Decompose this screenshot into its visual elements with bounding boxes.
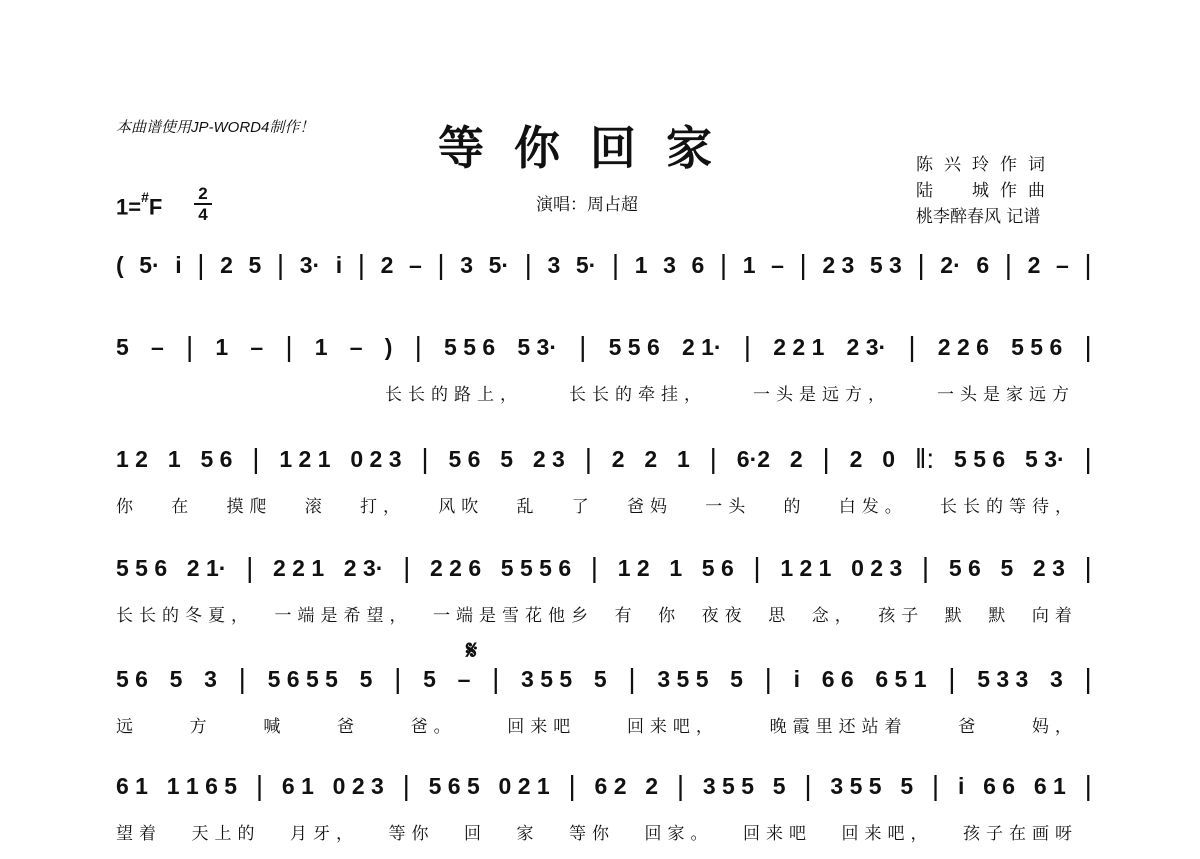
note-group: 2 xyxy=(220,251,233,278)
note-group: 5 5 6 xyxy=(116,554,168,581)
note-group: 2 xyxy=(645,772,659,799)
lyric-word: 念， xyxy=(811,606,858,626)
lyrics-row xyxy=(116,712,1078,737)
lyric-word: 爸妈 xyxy=(627,497,673,517)
lyric-word: 一头 xyxy=(705,497,752,517)
lyric-word: 回家。 xyxy=(644,824,714,844)
note-group: 1 2 xyxy=(116,445,148,472)
lyric-word: 长长的路上， xyxy=(385,385,523,405)
lyrics-row xyxy=(116,601,1078,626)
note-group: 1 xyxy=(215,333,229,360)
note-group: 6·2 xyxy=(736,445,771,472)
note-group: 1 xyxy=(167,445,181,472)
note-group: 2 2 1 xyxy=(773,333,825,360)
lyric-word: 家 xyxy=(516,824,540,844)
bar-line: | xyxy=(568,770,576,801)
note-group: 5 6 xyxy=(200,445,233,472)
singer-credit: 演唱：周占超 xyxy=(536,195,638,215)
note-group: 5 5 5 6 xyxy=(500,554,572,581)
lyric-word: 的 xyxy=(783,497,807,517)
lyric-word: 在 xyxy=(171,497,195,517)
bar-line: | xyxy=(1084,249,1092,280)
notation-row xyxy=(116,769,1092,803)
lyric-word: 滚 xyxy=(304,497,328,517)
note-group: – xyxy=(457,665,471,692)
bar-line: | xyxy=(921,552,930,583)
bar-line: | xyxy=(799,249,807,280)
lyrics-row xyxy=(385,380,1075,405)
lyric-word: 回来吧 xyxy=(507,717,577,737)
lyric-word: 一端是希望， xyxy=(274,606,413,626)
staff-line-2 xyxy=(0,330,1200,420)
note-group: 2 2 1 xyxy=(273,554,325,581)
note-group: 1 xyxy=(677,445,690,472)
note-group: 3· xyxy=(299,251,321,278)
watermark-note: 本曲谱使用JP-WORD4制作！ xyxy=(116,119,315,136)
note-group: 5 3· xyxy=(1025,445,1065,472)
note-group: 3 xyxy=(460,251,473,278)
note-group: i xyxy=(793,665,801,692)
note-group: 5 6 5 5 xyxy=(267,665,338,692)
note-group: 2 1· xyxy=(186,554,227,581)
note-group: 5 5 6 xyxy=(954,445,1006,472)
notation-row xyxy=(116,551,1092,585)
bar-line: | xyxy=(402,770,410,801)
note-group: – xyxy=(408,251,422,278)
note-group: 5 3· xyxy=(517,333,557,360)
note-group: 6 xyxy=(976,251,990,278)
bar-line: | xyxy=(255,770,264,801)
lyric-word: 一端是雪花他乡 xyxy=(433,606,595,626)
bar-line: | xyxy=(753,552,761,583)
lyric-word: 妈， xyxy=(1031,717,1078,737)
note-group: 3 xyxy=(1050,665,1063,692)
time-sig-bottom: 4 xyxy=(198,205,208,224)
lyric-word: 望着 xyxy=(116,824,162,844)
lyric-word: 默 xyxy=(988,606,1012,626)
note-group: 5 6 xyxy=(701,554,734,581)
lyric-word: 远 xyxy=(116,717,139,737)
note-group: 5· xyxy=(575,251,597,278)
bar-line: | xyxy=(628,663,636,694)
lyric-word: 回来吧 xyxy=(743,824,812,844)
bar-line: | xyxy=(584,443,592,474)
bar-line: | xyxy=(1084,663,1092,694)
lyric-word: 向着 xyxy=(1031,606,1078,626)
bar-line: | xyxy=(394,663,402,694)
bar-line: | xyxy=(403,552,411,583)
bar-line: | xyxy=(590,552,599,583)
note-group: 1 2 xyxy=(617,554,650,581)
note-group: 0 2 1 xyxy=(498,772,550,799)
bar-line: | xyxy=(676,770,685,801)
note-group: 5 6 5 xyxy=(428,772,480,799)
key-note: F xyxy=(148,194,163,220)
note-group: 5· xyxy=(139,251,160,278)
notation-row xyxy=(116,248,1092,282)
note-group: 5 xyxy=(359,665,373,692)
note-group: 1 2 1 xyxy=(279,445,331,472)
bar-line: ‖: xyxy=(914,443,935,474)
lyric-word: 爸 xyxy=(336,717,360,737)
notation-row xyxy=(116,442,1092,476)
note-group: 6 xyxy=(691,251,705,278)
note-group: 6 2 xyxy=(594,772,627,799)
note-group: 2 xyxy=(849,445,863,472)
note-group: 1 xyxy=(742,251,756,278)
note-group: – xyxy=(349,333,363,360)
key-signature xyxy=(116,189,163,220)
note-group: 2 3· xyxy=(343,554,384,581)
bar-line: | xyxy=(197,249,205,280)
bar-line: | xyxy=(579,331,587,362)
note-group: 0 2 3 xyxy=(332,772,384,799)
bar-line: | xyxy=(719,249,728,280)
note-group: 2 3 xyxy=(822,251,855,278)
staff-line-3 xyxy=(0,442,1200,532)
note-group: 3 xyxy=(204,665,217,692)
lyric-word: 等你 xyxy=(569,824,615,844)
note-group: – xyxy=(150,333,164,360)
key-label: 1= xyxy=(116,194,142,220)
note-group: 2 xyxy=(789,445,803,472)
lyricist-credit: 陈兴玲作词 xyxy=(916,155,1056,175)
note-group: 6 6 xyxy=(821,665,854,692)
lyric-word: 爸 xyxy=(958,717,982,737)
note-group: 5 xyxy=(772,772,786,799)
lyric-word: 一头是远方， xyxy=(753,385,891,405)
note-group: 6 6 xyxy=(983,772,1016,799)
lyrics-row xyxy=(116,819,1078,844)
lyric-word: 摸爬 xyxy=(226,497,273,517)
note-group: 2 3 xyxy=(1032,554,1065,581)
note-group: 5 xyxy=(900,772,914,799)
bar-line: | xyxy=(421,443,429,474)
lyric-word: 回来吧， xyxy=(841,824,934,844)
lyric-word: 晚霞里还站着 xyxy=(769,717,908,737)
staff-line-1 xyxy=(0,248,1200,338)
lyric-word: 回 xyxy=(464,824,487,844)
bar-line: | xyxy=(252,443,260,474)
bar-line: | xyxy=(285,331,293,362)
note-group: 5 xyxy=(593,665,607,692)
bar-line: | xyxy=(437,249,445,280)
bar-line: | xyxy=(246,552,254,583)
bar-line: | xyxy=(1084,552,1092,583)
lyric-word: 方 xyxy=(189,717,213,737)
lyric-word: 长长的牵挂， xyxy=(569,385,707,405)
note-group: 3 5 5 xyxy=(521,665,573,692)
bar-line: | xyxy=(492,663,500,694)
note-group: 0 2 3 xyxy=(350,445,402,472)
note-group: 0 xyxy=(882,445,896,472)
lyric-word: 天上的 xyxy=(191,824,261,844)
note-group: 5 3 xyxy=(869,251,902,278)
bar-line: | xyxy=(1084,331,1092,362)
note-group: 2 2 6 xyxy=(937,333,989,360)
lyric-word: 你 xyxy=(658,606,682,626)
lyric-word: 孩子 xyxy=(878,606,925,626)
note-group: 5 xyxy=(730,665,743,692)
note-group: 2 xyxy=(380,251,394,278)
lyric-word: 打， xyxy=(360,497,406,517)
note-group: 2· xyxy=(940,251,961,278)
lyric-word: 默 xyxy=(944,606,968,626)
lyric-word: 孩子在画呀 xyxy=(963,824,1078,844)
note-group: 2 xyxy=(644,445,658,472)
bar-line: | xyxy=(357,249,365,280)
lyric-word: 了 xyxy=(571,497,595,517)
note-group: 6 1 xyxy=(116,772,148,799)
staff-line-6 xyxy=(0,769,1200,859)
note-group: 6 5 1 xyxy=(875,665,927,692)
lyric-word: 长长的等待， xyxy=(940,497,1078,517)
transcriber-credit: 桃李醉春风 记谱 xyxy=(916,207,1041,227)
note-group: 6 1 xyxy=(281,772,314,799)
note-group: 2 3· xyxy=(846,333,887,360)
note-group: – xyxy=(771,251,784,278)
lyric-word: 月牙， xyxy=(290,824,359,844)
note-group: 5 xyxy=(116,333,129,360)
lyric-word: 白发。 xyxy=(838,497,908,517)
note-group: 5 6 xyxy=(448,445,481,472)
notation-row xyxy=(116,330,1092,364)
lyric-word: 乱 xyxy=(516,497,540,517)
note-group: 5 5 6 xyxy=(1011,333,1063,360)
lyric-word: 风吹 xyxy=(438,497,485,517)
note-group: 3 xyxy=(547,251,561,278)
bar-line: | xyxy=(709,443,717,474)
lyrics-row xyxy=(116,492,1078,517)
note-group: 2 2 6 xyxy=(430,554,482,581)
lyric-word: 喊 xyxy=(263,717,287,737)
composer-credit: 陆 城作曲 xyxy=(916,181,1056,201)
note-group: – xyxy=(250,333,264,360)
note-group: i xyxy=(335,251,343,278)
note-group: 1 2 1 xyxy=(780,554,832,581)
note-group: i xyxy=(175,251,182,278)
note-group: 5 xyxy=(423,665,436,692)
note-group: 5 xyxy=(500,445,514,472)
segno-symbol: 𝄋 xyxy=(466,636,478,666)
lyric-word: 夜夜 xyxy=(701,606,748,626)
bar-line: | xyxy=(1004,249,1012,280)
bar-line: | xyxy=(611,249,620,280)
lyric-word: 长长的冬夏， xyxy=(116,606,254,626)
note-group: 2 1· xyxy=(681,333,722,360)
note-group: 5 xyxy=(169,665,183,692)
note-group: 5 6 xyxy=(116,665,148,692)
lyric-word: 思 xyxy=(768,606,792,626)
bar-line: | xyxy=(804,770,812,801)
bar-line: | xyxy=(1084,770,1092,801)
lyric-word: 有 xyxy=(614,606,638,626)
note-group: 5 xyxy=(248,251,262,278)
note-group: 5 5 6 xyxy=(444,333,496,360)
lyric-word: 一头是家远方 xyxy=(937,385,1075,405)
note-group: 2 xyxy=(1027,251,1041,278)
note-group: 5 3 3 xyxy=(977,665,1029,692)
note-group: 3 5 5 xyxy=(830,772,882,799)
bar-line: | xyxy=(238,663,246,694)
bar-line: | xyxy=(414,331,422,362)
note-group: 3 5 5 xyxy=(702,772,755,799)
lyric-word: 你 xyxy=(116,497,139,517)
note-group: 6 1 xyxy=(1033,772,1066,799)
bar-line: | xyxy=(743,331,752,362)
note-group: 3 xyxy=(663,251,676,278)
time-signature xyxy=(194,185,212,223)
note-group: 5· xyxy=(488,251,510,278)
lyric-word: 等你 xyxy=(388,824,435,844)
bar-line: | xyxy=(948,663,956,694)
bar-line: | xyxy=(276,249,285,280)
sharp-symbol: # xyxy=(141,189,149,205)
note-group: 2 3 xyxy=(532,445,565,472)
time-sig-top: 2 xyxy=(198,184,208,203)
staff-line-5 xyxy=(0,662,1200,752)
staff-line-4 xyxy=(0,551,1200,641)
bar-line: | xyxy=(917,249,925,280)
note-group: 1 xyxy=(669,554,683,581)
note-group: 1 xyxy=(314,333,328,360)
note-group: ) xyxy=(384,333,393,360)
bar-line: | xyxy=(908,331,916,362)
lyric-word: 回来吧， xyxy=(626,717,719,737)
note-group: 2 xyxy=(611,445,625,472)
note-group: 1 1 6 5 xyxy=(166,772,238,799)
bar-line: | xyxy=(1084,443,1092,474)
bar-line: | xyxy=(822,443,830,474)
song-title: 等你回家 xyxy=(438,121,742,175)
note-group: 5 xyxy=(1000,554,1014,581)
bar-line: | xyxy=(931,770,940,801)
note-group: – xyxy=(1055,251,1069,278)
bar-line: | xyxy=(764,663,772,694)
notation-row xyxy=(116,662,1092,696)
bar-line: | xyxy=(185,331,194,362)
note-group: 5 5 6 xyxy=(608,333,660,360)
note-group: 0 2 3 xyxy=(851,554,903,581)
note-group: 5 6 xyxy=(948,554,981,581)
lyric-word: 爸。 xyxy=(410,717,457,737)
note-group: i xyxy=(957,772,965,799)
note-group: 1 xyxy=(634,251,648,278)
bar-line: | xyxy=(524,249,532,280)
note-group: ( xyxy=(116,251,124,278)
note-group: 3 5 5 xyxy=(657,665,709,692)
